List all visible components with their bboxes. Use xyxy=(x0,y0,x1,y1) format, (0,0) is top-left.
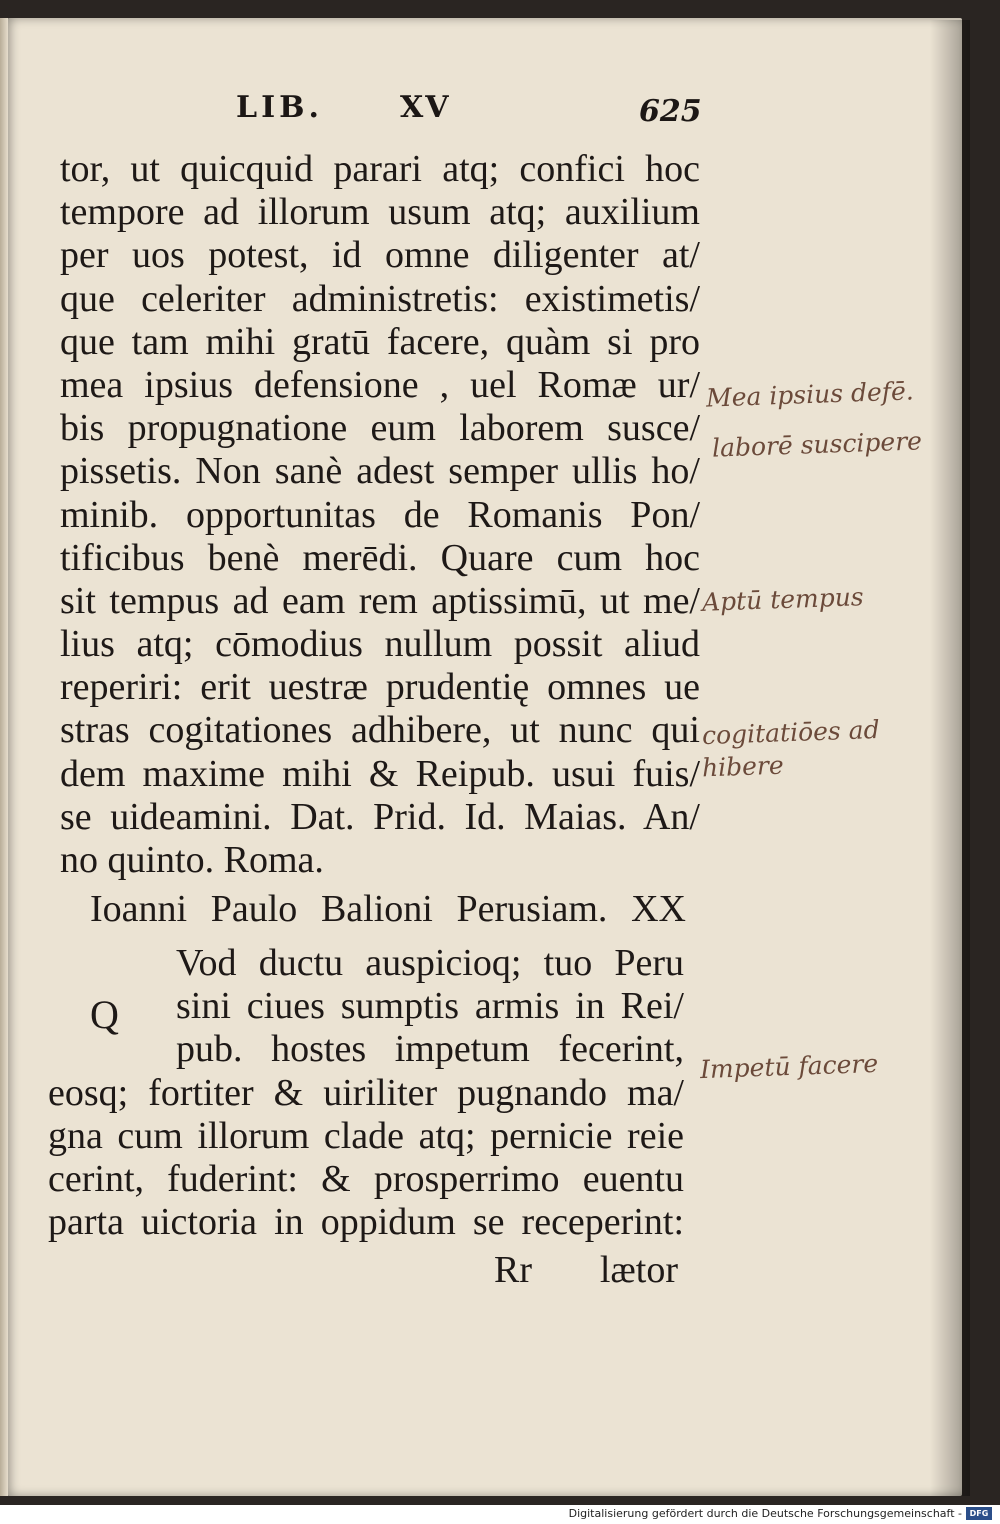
text-line: per uos potest, id omne diligenter at/ xyxy=(60,234,700,277)
text-line: que celeriter administretis: existimetis/ xyxy=(60,277,700,320)
marginal-note: cogitatiōes ad xyxy=(701,714,881,751)
text-line: bis propugnatione eum laborem susce/ xyxy=(60,407,700,450)
text-line: lius atq; cōmodius nullum possit aliud xyxy=(60,623,700,666)
marginal-note: Aptū tempus xyxy=(701,582,865,617)
text-line: Vod ductu auspicioq; tuo Peru xyxy=(176,942,684,984)
text-line: tificibus benè merēdi. Quare cum hoc xyxy=(60,536,700,579)
text-line: pub. hostes impetum fecerint, xyxy=(176,1028,684,1071)
marginal-note: Impetū facere xyxy=(699,1048,879,1085)
initial-letter: Q xyxy=(90,992,119,1037)
text-line: que tam mihi gratū facere, quàm si pro xyxy=(60,320,700,363)
page-number: 625 xyxy=(639,94,702,129)
text-line: dem maxime mihi & Reipub. usui fuis/ xyxy=(60,752,700,795)
text-line: stras cogitationes adhibere, ut nunc qui xyxy=(60,709,700,752)
page-edge xyxy=(0,18,8,1496)
header-book-number: XV xyxy=(400,90,451,125)
text-line: cerint, fuderint: & prosperrimo euentu xyxy=(48,1157,684,1200)
catchword: Rr lætor xyxy=(494,1249,678,1291)
text-line: tor, ut quicquid parari atq; confici hoc xyxy=(60,148,700,190)
running-header xyxy=(236,88,706,128)
letter-heading: Ioanni Paulo Balioni Perusiam. XX xyxy=(90,888,686,930)
body-text xyxy=(60,148,700,882)
gutter-shadow xyxy=(930,20,970,1496)
text-line: eosq; fortiter & uiriliter pugnando ma/ xyxy=(48,1071,684,1114)
marginal-note: hibere xyxy=(701,750,785,783)
text-line: minib. opportunitas de Romanis Pon/ xyxy=(60,493,700,536)
text-line: parta uictoria in oppidum se receperint: xyxy=(48,1201,684,1244)
text-line: mea ipsius defensione , uel Romæ ur/ xyxy=(60,363,700,406)
text-line: no quinto. Roma. xyxy=(60,839,324,881)
text-line: reperiri: erit uestræ prudentię omnes ue xyxy=(60,666,700,709)
marginal-note: Mea ipsius defē. xyxy=(705,376,915,413)
text-line: pissetis. Non sanè adest semper ullis ho/ xyxy=(60,450,700,493)
marginal-note: laborē suscipere xyxy=(711,426,923,463)
dfg-logo: DFG xyxy=(966,1507,992,1520)
footer-credit: Digitalisierung gefördert durch die Deutsche Forschungsgemeinschaft - xyxy=(568,1507,962,1520)
text-line: sini ciues sumptis armis in Rei/ xyxy=(176,985,684,1028)
letter-text xyxy=(48,942,684,1244)
text-line: se uideamini. Dat. Prid. Id. Maias. An/ xyxy=(60,795,700,838)
text-line: gna cum illorum clade atq; pernicie reie xyxy=(48,1114,684,1157)
text-line: sit tempus ad eam rem aptissimū, ut me/ xyxy=(60,579,700,622)
text-line: tempore ad illorum usum atq; auxilium xyxy=(60,191,700,234)
header-lib: LIB. xyxy=(236,90,323,125)
